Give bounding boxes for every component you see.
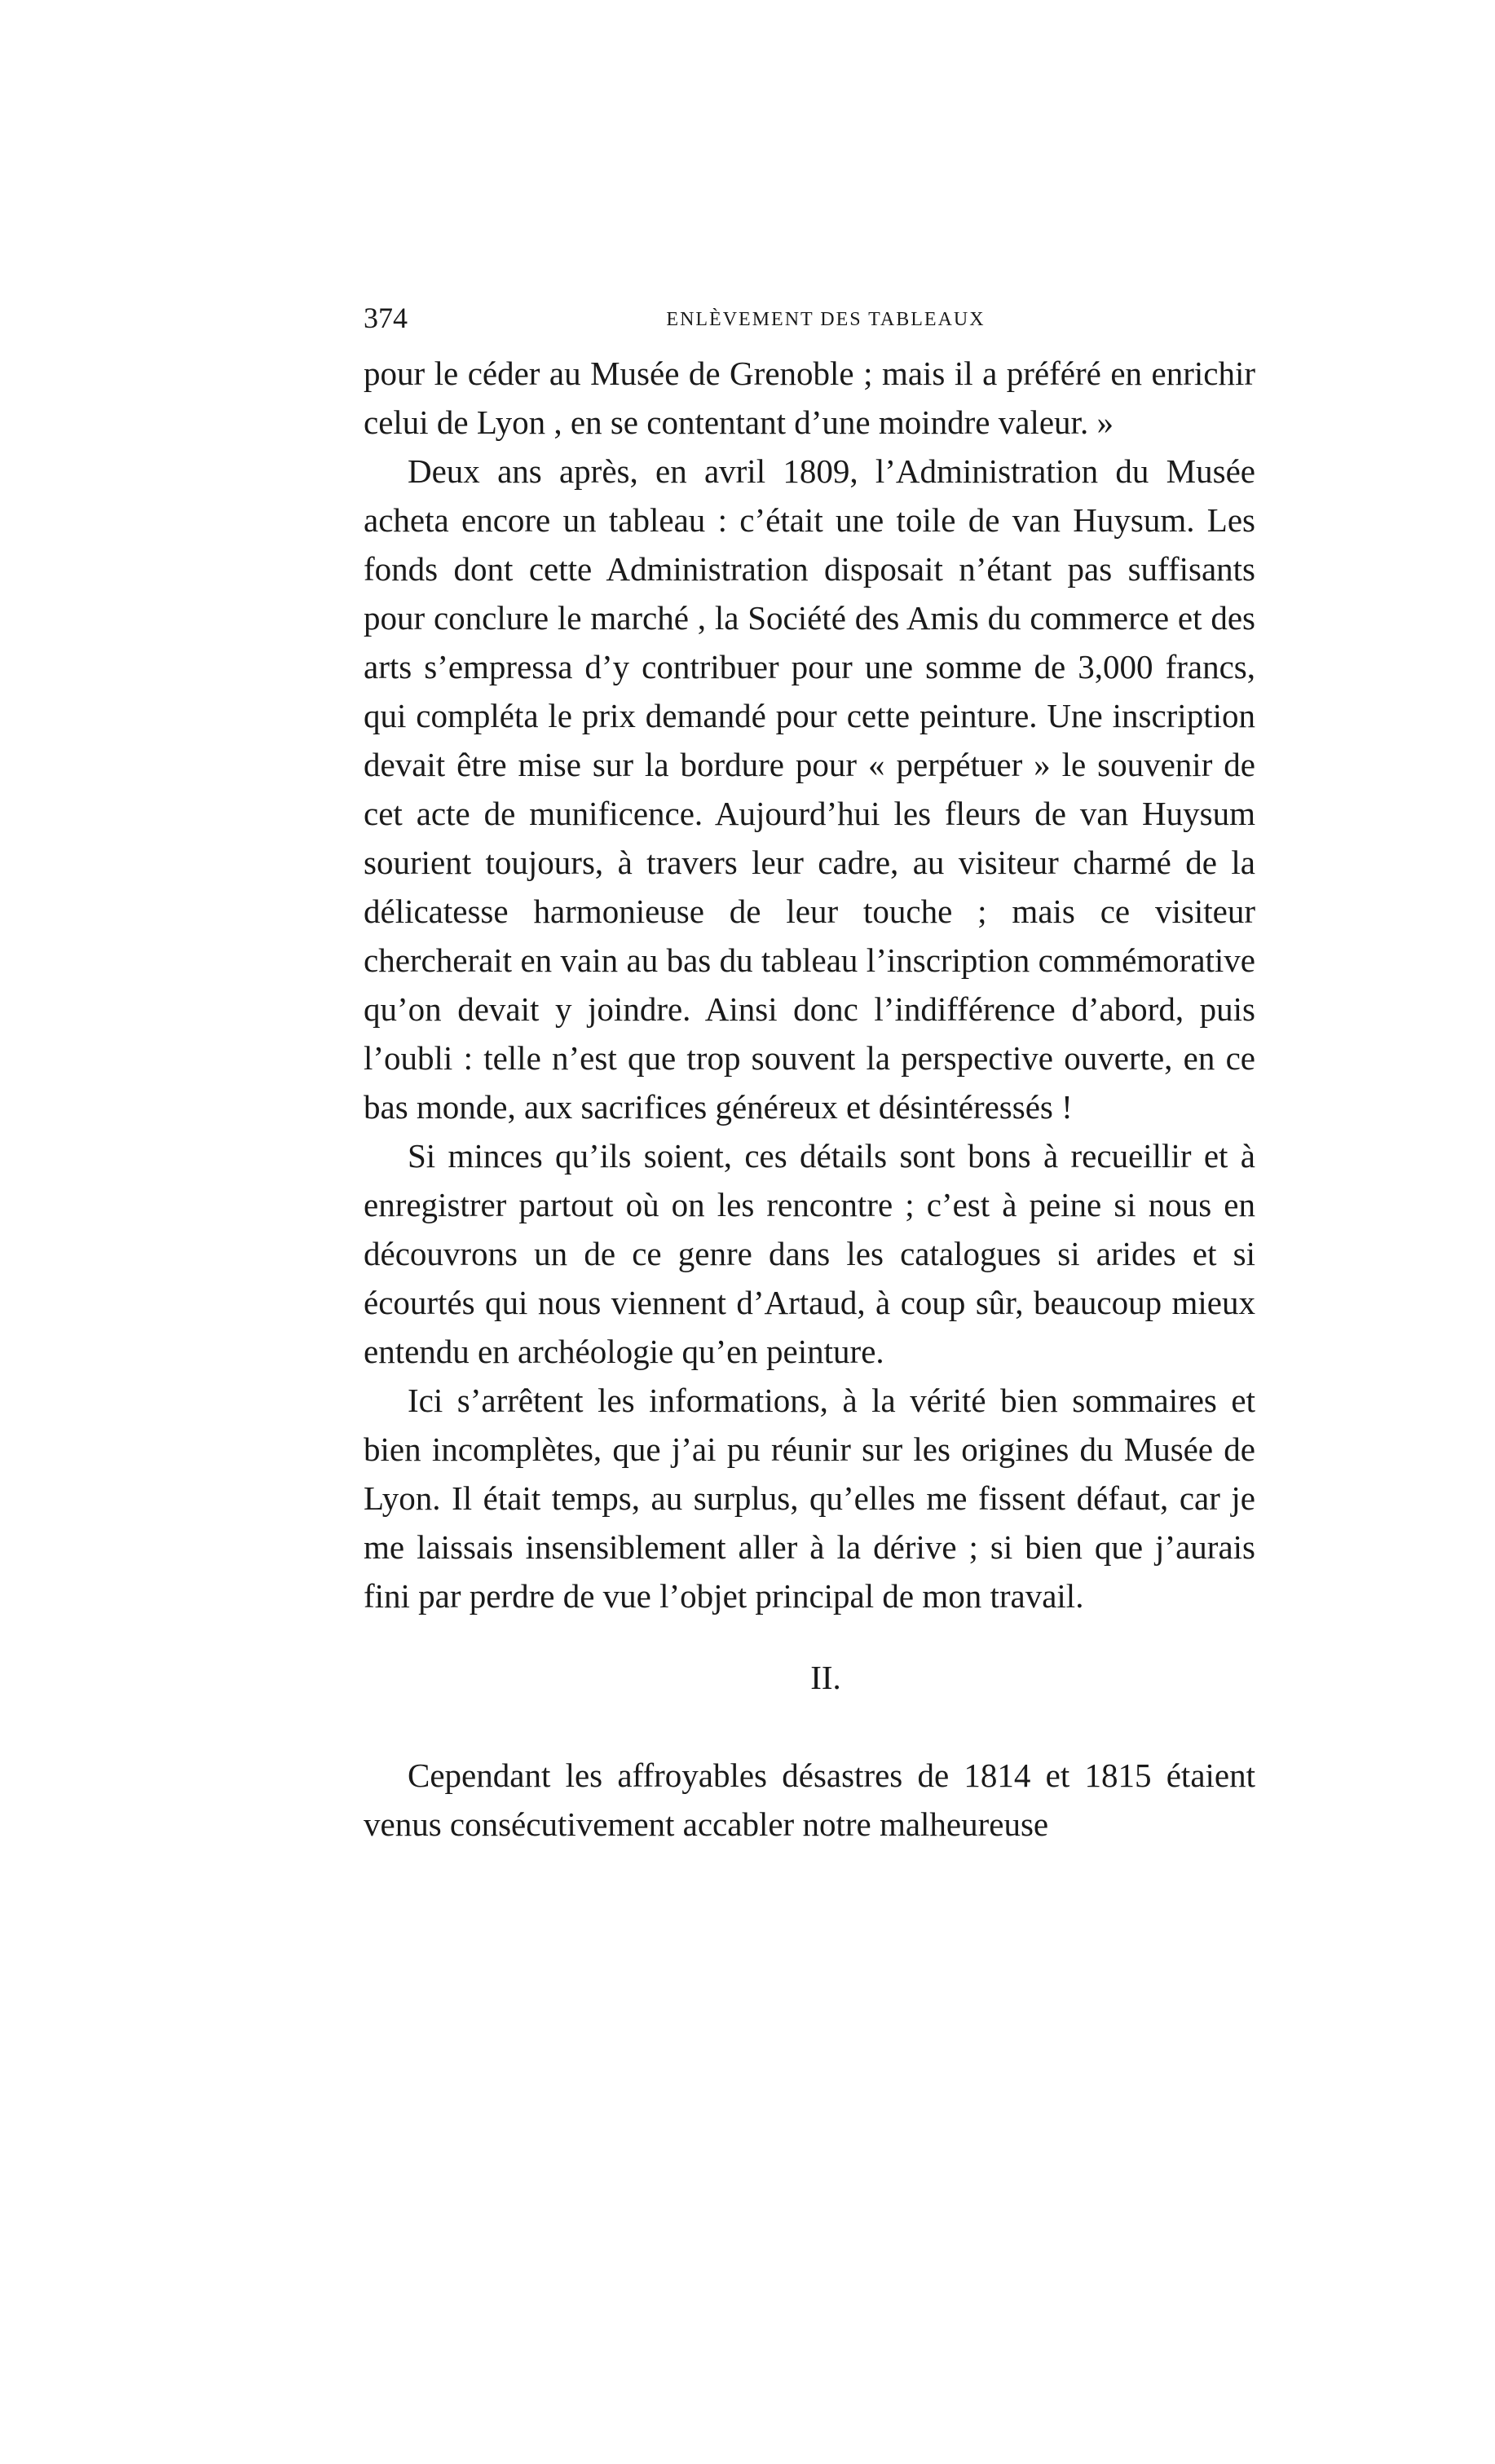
paragraph-details: Si minces qu’ils soient, ces détails sont bons à recueillir et à enregistrer partout où on les rencontre ; c’est à peine si nous en découvrons un de ce genre dans les catalogues si arides et si écourtés qui nous viennent d’Artaud, à coup sûr, beaucoup mieux entendu en archéologie qu’en peinture.	[364, 1137, 1255, 1370]
running-title: ENLÈVEMENT DES TABLEAUX	[666, 309, 986, 330]
paragraph-informations: Ici s’arrêtent les informations, à la vérité bien sommaires et bien incomplètes, que j’ai pu réunir sur les origines du Musée de Lyon. Il était temps, au surplus, qu’elles me fissent défaut, car je me laissais insensiblement aller à la dérive ; si bien que j’aurais fini par perdre de vue l’objet principal de mon travail.	[364, 1382, 1255, 1615]
section-heading: II.	[810, 1659, 841, 1696]
paragraph-van-huysum: Deux ans après, en avril 1809, l’Administration du Musée acheta encore un tableau : c’était une toile de van Huysum. Les fonds dont cette Administration disposait n’étant pas suffisants pour conclure le marché , la Société des Amis du commerce et des arts s’empressa d’y contribuer pour une somme de 3,000 francs, qui compléta le prix demandé pour cette peinture. Une inscription devait être mise sur la bordure pour « perpétuer » le souvenir de cet acte de munificence. Aujourd’hui les fleurs de van Huysum sourient toujours, à travers leur cadre, au visiteur charmé de la délicatesse harmonieuse de leur touche ; mais ce visiteur chercherait en vain au bas du tableau l’inscription commémorative qu’on devait y joindre. Ainsi donc l’indifférence d’abord, puis l’oubli : telle n’est que trop souvent la perspective ouverte, en ce bas monde, aux sacrifices généreux et désintéressés !	[364, 452, 1255, 1126]
body-text	[364, 349, 1255, 1849]
page-number: 374	[364, 302, 408, 334]
running-head	[364, 298, 1255, 337]
paragraph-section-start: Cependant les affroyables désastres de 1814 et 1815 étaient venus consécutivement accabler notre malheureuse	[364, 1757, 1255, 1843]
paragraph-continuation: pour le céder au Musée de Grenoble ; mais il a préféré en enrichir celui de Lyon , en se contentant d’une moindre valeur. »	[364, 355, 1255, 441]
